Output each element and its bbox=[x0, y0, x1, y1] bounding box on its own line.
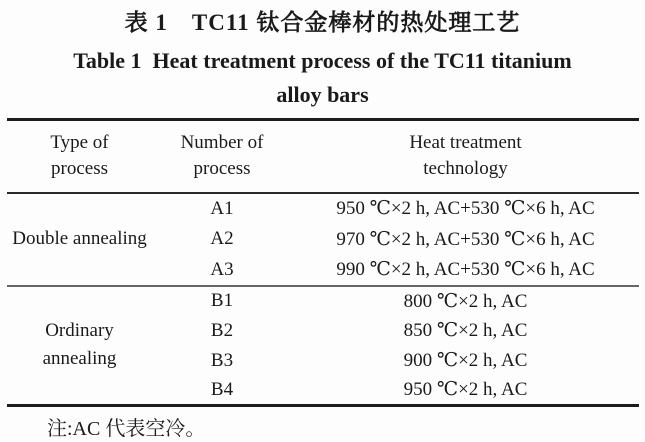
table-row bbox=[7, 286, 639, 316]
group-double-annealing bbox=[7, 193, 639, 286]
table-header bbox=[7, 120, 639, 193]
process-type-cell: Ordinary annealing bbox=[42, 320, 117, 370]
process-number-cell: A3 bbox=[210, 258, 234, 280]
process-type-cell: Double annealing bbox=[12, 228, 147, 249]
header-line: Number of bbox=[180, 132, 264, 154]
header-row bbox=[7, 120, 639, 193]
treatment-technology-cell: 950 ℃×2 h, AC bbox=[403, 379, 528, 401]
table-footnote: 注:AC 代表空冷。 bbox=[47, 418, 206, 440]
process-number-cell: A1 bbox=[210, 197, 234, 219]
process-number-cell: B4 bbox=[210, 378, 234, 400]
process-number-cell: A2 bbox=[210, 228, 234, 249]
column-header-number-of-process bbox=[152, 120, 292, 193]
treatment-technology-cell: 850 ℃×2 h, AC bbox=[403, 320, 528, 341]
process-number-cell: B3 bbox=[210, 349, 234, 371]
header-line: process bbox=[51, 158, 108, 180]
process-number-cell: B1 bbox=[210, 290, 234, 311]
table-title-english-line1: Table 1 Heat treatment process of the TC11 titanium bbox=[73, 48, 572, 73]
column-header-heat-treatment-technology bbox=[292, 120, 639, 193]
treatment-technology-cell: 970 ℃×2 h, AC+530 ℃×6 h, AC bbox=[336, 228, 595, 250]
treatment-technology-cell: 990 ℃×2 h, AC+530 ℃×6 h, AC bbox=[336, 259, 595, 280]
table-row bbox=[7, 193, 639, 224]
header-line: process bbox=[193, 158, 251, 180]
header-line: Heat treatment bbox=[409, 132, 522, 154]
table-title-chinese: 表 1 TC11 钛合金棒材的热处理工艺 bbox=[124, 10, 521, 35]
column-header-type-of-process bbox=[7, 120, 152, 193]
treatment-technology-cell: 900 ℃×2 h, AC bbox=[403, 350, 528, 371]
header-line: Type of bbox=[50, 132, 109, 154]
group-ordinary-annealing bbox=[7, 286, 639, 406]
treatment-technology-cell: 800 ℃×2 h, AC bbox=[403, 290, 528, 312]
heat-treatment-table bbox=[7, 118, 639, 407]
process-number-cell: B2 bbox=[210, 319, 234, 341]
header-line: technology bbox=[423, 158, 508, 180]
treatment-technology-cell: 950 ℃×2 h, AC+530 ℃×6 h, AC bbox=[336, 198, 595, 219]
table-title-english-line2: alloy bars bbox=[276, 82, 369, 107]
